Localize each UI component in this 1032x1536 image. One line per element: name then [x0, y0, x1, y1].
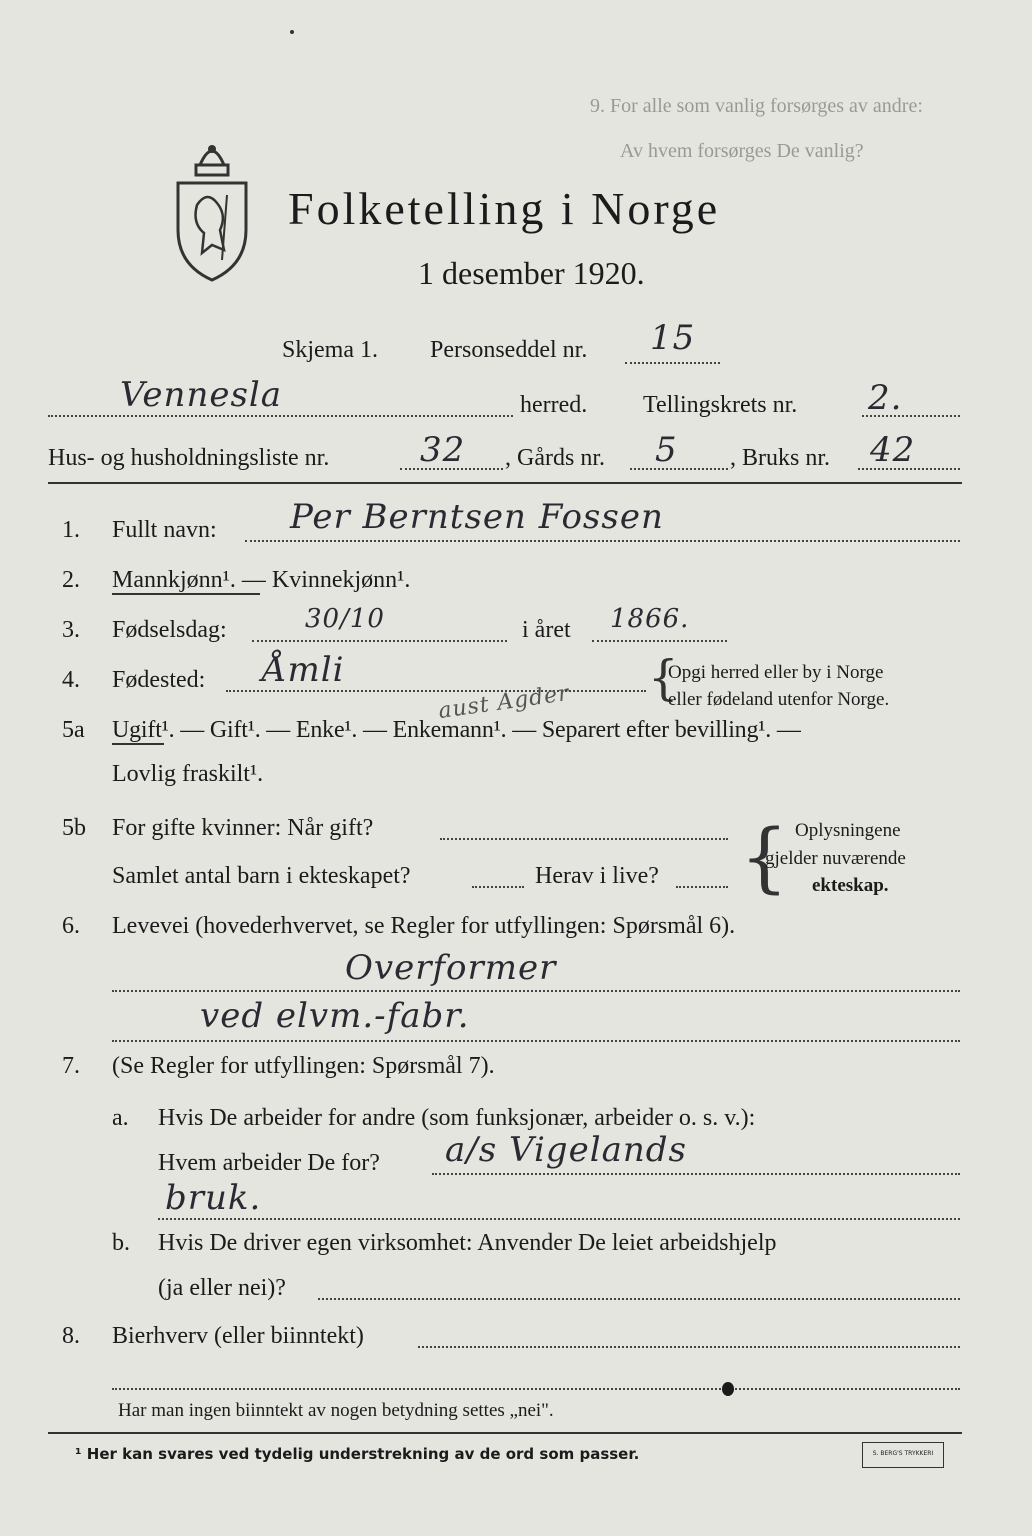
marital-status-options-2: Lovlig fraskilt¹. [112, 761, 264, 787]
q5b-label: For gifte kvinner: Når gift? [112, 815, 374, 841]
q7a-marker: a. [112, 1105, 129, 1131]
birthplace-value: Åmli [262, 650, 345, 690]
marriage-note: gjelder nuværende [765, 848, 906, 869]
q5b-number: 5b [62, 815, 86, 841]
ink-spot [722, 1382, 734, 1396]
census-date: 1 desember 1920. [418, 255, 645, 291]
marriage-note: ekteskap. [812, 875, 889, 896]
q4-number: 4. [62, 667, 80, 693]
form-title: Folketelling i Norge [288, 183, 721, 234]
q8-label: Bierhverv (eller biinntekt) [112, 1323, 364, 1349]
marital-underline [112, 743, 164, 745]
personseddel-label: Personseddel nr. [430, 337, 588, 363]
brace: { [740, 812, 789, 901]
herred-label: herred. [520, 392, 588, 418]
birth-year-value: 1866. [610, 604, 690, 634]
personseddel-value: 15 [650, 318, 696, 358]
birthday-value: 30/10 [305, 604, 385, 634]
bleed-through-line: Av hvem forsørges De vanlig? [620, 140, 864, 162]
children-label: Samlet antal barn i ekteskapet? [112, 863, 411, 889]
q5a-number: 5a [62, 717, 85, 743]
q2-number: 2. [62, 567, 80, 593]
speck [290, 30, 294, 34]
gards-value: 5 [655, 430, 678, 470]
tellingskrets-value: 2. [868, 378, 903, 418]
alive-label: Herav i live? [535, 863, 659, 889]
marital-status-options: Ugift¹. — Gift¹. — Enke¹. — Enkemann¹. — Separert efter bevilling¹. — [112, 717, 801, 743]
q8-number: 8. [62, 1323, 80, 1349]
bruks-label: , Bruks nr. [730, 445, 831, 471]
region-annotation: aust Agder [436, 680, 572, 725]
footnote: ¹ Her kan svares ved tydelig understrekning av de ord som passer. [75, 1445, 640, 1463]
birthplace-note: eller fødeland utenfor Norge. [668, 689, 890, 710]
employer-value: bruk. [165, 1178, 262, 1218]
liste-label: Hus- og husholdningsliste nr. [48, 445, 330, 471]
employer-value: a/s Vigelands [445, 1130, 687, 1170]
occupation-value: ved elvm.-fabr. [200, 996, 470, 1036]
footer-note: Har man ingen biinntekt av nogen betydning settes „nei". [118, 1400, 554, 1421]
q6-label: Levevei (hovederhvervet, se Regler for utfyllingen: Spørsmål 6). [112, 913, 736, 939]
q7b-label: Hvis De driver egen virksomhet: Anvender De leiet arbeidshjelp [158, 1230, 777, 1256]
herred-value: Vennesla [120, 375, 283, 415]
brace: { [648, 650, 679, 706]
q3-label: Fødselsdag: [112, 617, 227, 643]
printer-stamp: S. BERG'S TRYKKERI [862, 1442, 944, 1468]
occupation-value: Overformer [345, 948, 557, 988]
q4-label: Fødested: [112, 667, 206, 693]
footer-divider [48, 1432, 962, 1434]
gender-options: Mannkjønn¹. — Kvinnekjønn¹. [112, 567, 411, 593]
divider [48, 482, 962, 484]
gards-label: , Gårds nr. [505, 445, 605, 471]
q7b-label-2: (ja eller nei)? [158, 1275, 286, 1301]
tellingskrets-label: Tellingskrets nr. [643, 392, 798, 418]
q7a-label: Hvis De arbeider for andre (som funksjonær, arbeider o. s. v.): [158, 1105, 756, 1131]
q1-label: Fullt navn: [112, 517, 217, 543]
q1-number: 1. [62, 517, 80, 543]
q6-number: 6. [62, 913, 80, 939]
q7b-marker: b. [112, 1230, 130, 1256]
year-label: i året [522, 617, 571, 643]
skjema-label: Skjema 1. [282, 337, 378, 363]
marriage-note: Oplysningene [795, 820, 901, 841]
liste-value: 32 [420, 430, 466, 470]
q7-number: 7. [62, 1053, 80, 1079]
q7-label: (Se Regler for utfyllingen: Spørsmål 7). [112, 1053, 495, 1079]
coat-of-arms-icon [172, 135, 252, 285]
gender-underline [112, 593, 260, 595]
bruks-value: 42 [870, 430, 916, 470]
full-name-value: Per Berntsen Fossen [290, 497, 664, 537]
birthplace-note: Opgi herred eller by i Norge [668, 662, 884, 683]
q3-number: 3. [62, 617, 80, 643]
bleed-through-line: 9. For alle som vanlig forsørges av andre: [590, 95, 923, 117]
employer-label: Hvem arbeider De for? [158, 1150, 380, 1176]
